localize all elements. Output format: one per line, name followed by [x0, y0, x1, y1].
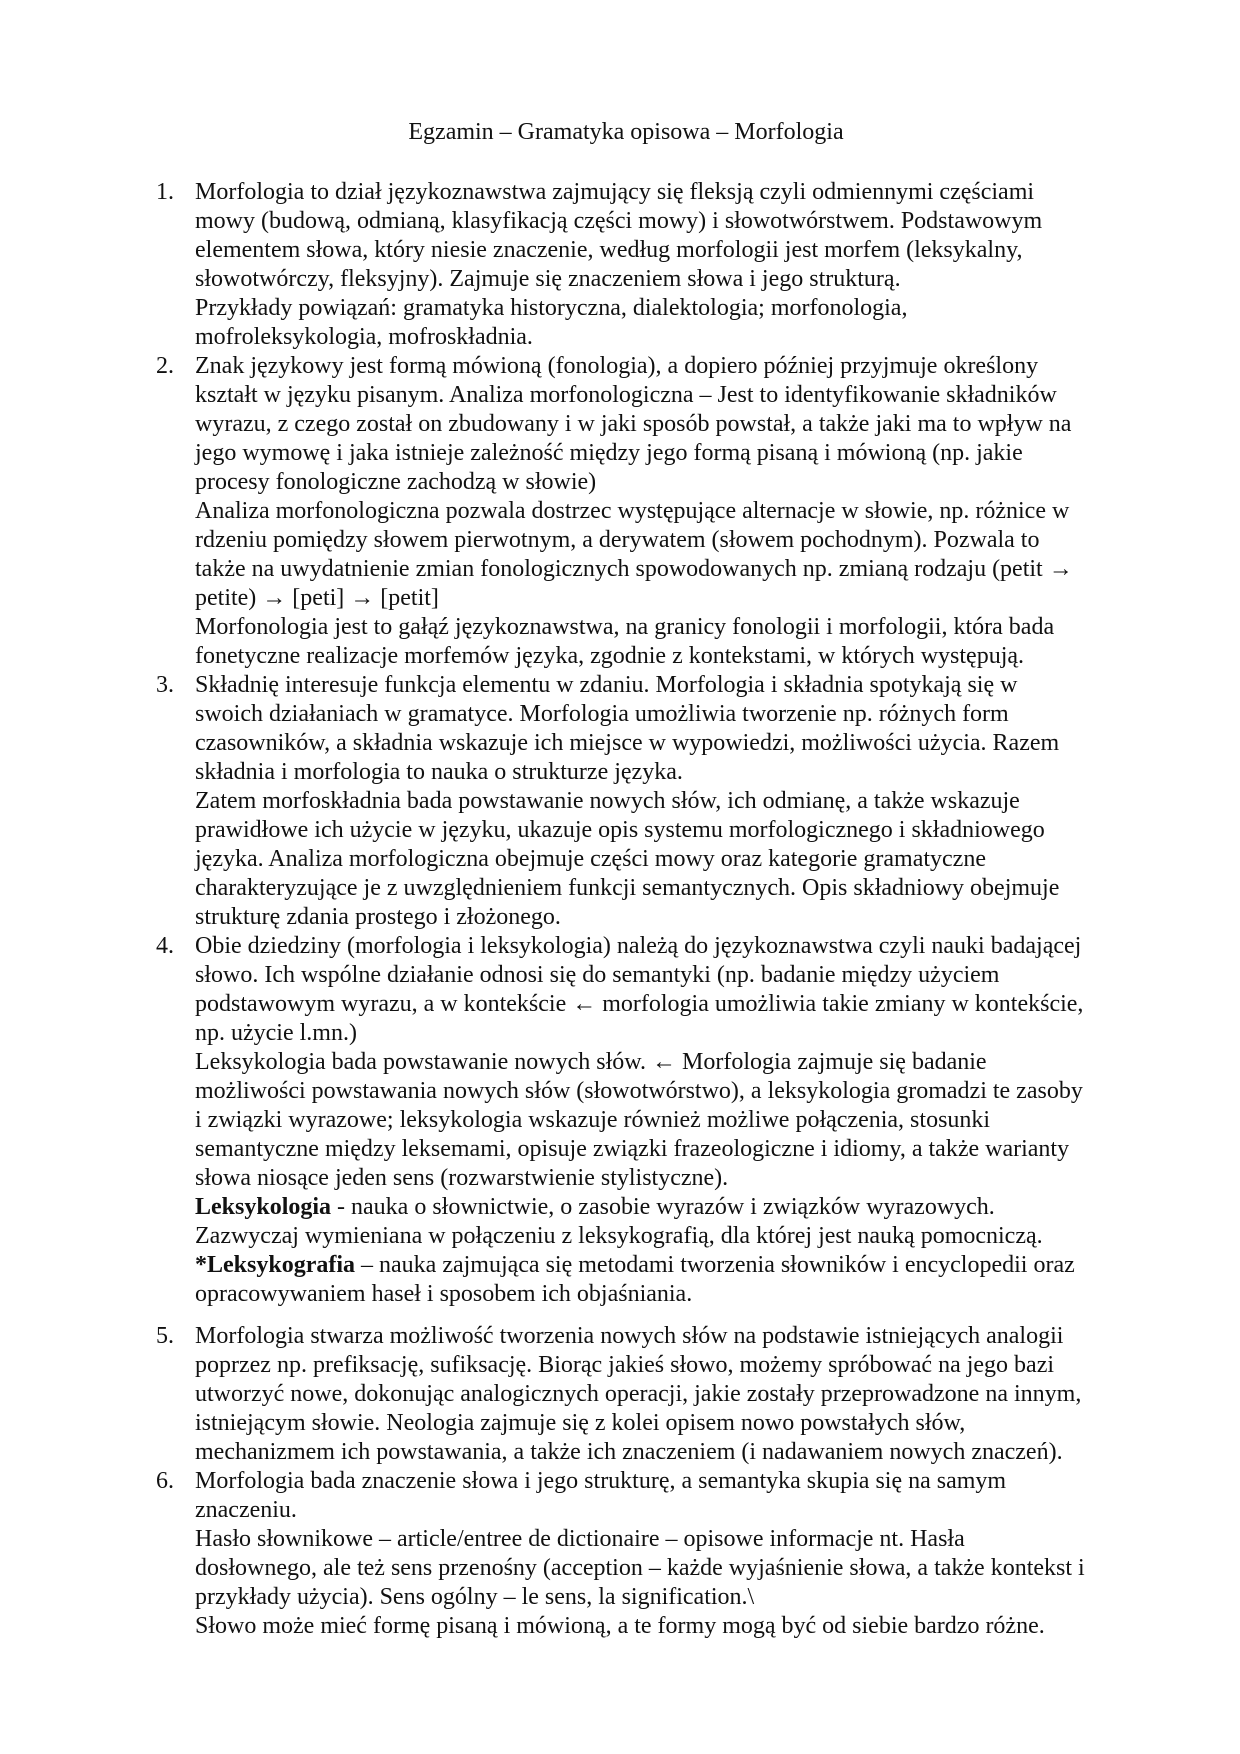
- list-item-number: 6.: [156, 1468, 174, 1494]
- text-line: petite) → [peti] → [petit]: [195, 585, 439, 611]
- text-line: strukturę zdania prostego i złożonego.: [195, 904, 561, 930]
- list-item-number: 5.: [156, 1323, 174, 1349]
- text-line: dosłownego, ale też sens przenośny (acception – każde wyjaśnienie słowa, a także kontekst i: [195, 1555, 1085, 1581]
- text-line: Hasło słownikowe – article/entree de dictionaire – opisowe informacje nt. Hasła: [195, 1526, 965, 1552]
- list-item-number: 3.: [156, 672, 174, 698]
- text-line: prawidłowe ich użycie w języku, ukazuje opis systemu morfologicznego i składniowego: [195, 817, 1045, 843]
- text-line: Morfonologia jest to gałąź językoznawstwa, na granicy fonologii i morfologii, która bada: [195, 614, 1055, 640]
- list-item: [0, 1467, 1240, 1641]
- document-title: Egzamin – Gramatyka opisowa – Morfologia: [408, 119, 844, 145]
- text-line: Leksykologia bada powstawanie nowych słów. ← Morfologia zajmuje się badanie: [195, 1049, 987, 1075]
- text-line: mechanizmem ich powstawania, a także ich znaczeniem (i nadawaniem nowych znaczeń).: [195, 1439, 1063, 1465]
- text-line: i związki wyrazowe; leksykologia wskazuje również możliwe połączenia, stosunki: [195, 1107, 991, 1133]
- text-line: słowotwórczy, fleksyjny). Zajmuje się znaczeniem słowa i jego strukturą.: [195, 266, 901, 292]
- paragraph-spacer: [0, 1309, 1240, 1322]
- text-line: możliwości powstawania nowych słów (słowotwórstwo), a leksykologia gromadzi te zasoby: [195, 1078, 1083, 1104]
- text-line: Słowo może mieć formę pisaną i mówioną, a te formy mogą być od siebie bardzo różne.: [195, 1613, 1045, 1639]
- text-line: kształt w języku pisanym. Analiza morfonologiczna – Jest to identyfikowanie składników: [195, 382, 1057, 408]
- list-item-number: 1.: [156, 179, 174, 205]
- text-line: podstawowym wyrazu, a w kontekście ← morfologia umożliwia takie zmiany w kontekście,: [195, 991, 1084, 1017]
- text-line: poprzez np. prefiksację, sufiksację. Biorąc jakieś słowo, możemy spróbować na jego bazi: [195, 1352, 1055, 1378]
- text-line: słowo. Ich wspólne działanie odnosi się do semantyki (np. badanie między użyciem: [195, 962, 1000, 988]
- bold-term: *Leksykografia: [195, 1252, 356, 1278]
- text-line: słowa niosące jeden sens (rozwarstwienie stylistyczne).: [195, 1165, 729, 1191]
- list-item: [0, 1322, 1240, 1467]
- text-line: Obie dziedziny (morfologia i leksykologia) należą do językoznawstwa czyli nauki badającej: [195, 933, 1082, 959]
- bold-term: Leksykologia: [195, 1194, 332, 1220]
- definition-text: - nauka o słownictwie, o zasobie wyrazów i związków wyrazowych.: [331, 1194, 995, 1220]
- text-line: Morfologia stwarza możliwość tworzenia nowych słów na podstawie istniejących analogii: [195, 1323, 1064, 1349]
- list-item: [0, 352, 1240, 671]
- text-line: także na uwydatnienie zmian fonologicznych spowodowanych np. zmianą rodzaju (petit →: [195, 556, 1073, 582]
- list-item-number: 4.: [156, 933, 174, 959]
- text-line: charakteryzujące je z uwzględnieniem funkcji semantycznych. Opis składniowy obejmuje: [195, 875, 1060, 901]
- text-line: mowy (budową, odmianą, klasyfikacją części mowy) i słowotwórstwem. Podstawowym: [195, 208, 1043, 234]
- text-line: utworzyć nowe, dokonując analogicznych operacji, jakie zostały przeprowadzone na innym,: [195, 1381, 1082, 1407]
- text-line: fonetyczne realizacje morfemów języka, zgodnie z kontekstami, w których występują.: [195, 643, 1025, 669]
- text-line: Znak językowy jest formą mówioną (fonologia), a dopiero później przyjmuje określony: [195, 353, 1039, 379]
- text-line: opracowywaniem haseł i sposobem ich objaśniania.: [195, 1281, 693, 1307]
- text-line: jego wymowę i jaka istnieje zależność między jego formą pisaną i mówioną (np. jakie: [195, 440, 1023, 466]
- list-item: [0, 178, 1240, 352]
- text-line: wyrazu, z czego został on zbudowany i w jaki sposób powstał, a także jaki ma to wpływ na: [195, 411, 1072, 437]
- text-line: procesy fonologiczne zachodzą w słowie): [195, 469, 597, 495]
- text-line: Składnię interesuje funkcja elementu w zdaniu. Morfologia i składnia spotykają się w: [195, 672, 1018, 698]
- definition-text: – nauka zajmująca się metodami tworzenia słowników i encyclopedii oraz: [355, 1252, 1075, 1278]
- text-line: Morfologia bada znaczenie słowa i jego strukturę, a semantyka skupia się na samym: [195, 1468, 1007, 1494]
- text-line: semantyczne między leksemami, opisuje związki frazeologiczne i idiomy, a także warianty: [195, 1136, 1070, 1162]
- text-line: przykłady użycia). Sens ogólny – le sens, la signification.\: [195, 1584, 755, 1610]
- text-line: [195, 1251, 1240, 1280]
- text-line: rdzeniu pomiędzy słowem pierwotnym, a derywatem (słowem pochodnym). Pozwala to: [195, 527, 1040, 553]
- list-item: [0, 671, 1240, 932]
- text-line: składnia i morfologia to nauka o strukturze języka.: [195, 759, 683, 785]
- text-line: Zazwyczaj wymieniana w połączeniu z leksykografią, dla której jest nauką pomocniczą.: [195, 1223, 1043, 1249]
- text-line: np. użycie l.mn.): [195, 1020, 357, 1046]
- text-line: [195, 1193, 1240, 1222]
- text-line: języka. Analiza morfologiczna obejmuje części mowy oraz kategorie gramatyczne: [195, 846, 986, 872]
- text-line: Przykłady powiązań: gramatyka historyczna, dialektologia; morfonologia,: [195, 295, 908, 321]
- text-line: mofroleksykologia, mofroskładnia.: [195, 324, 533, 350]
- text-line: Zatem morfoskładnia bada powstawanie nowych słów, ich odmianę, a także wskazuje: [195, 788, 1020, 814]
- numbered-list: [0, 178, 1240, 1641]
- text-line: znaczeniu.: [195, 1497, 297, 1523]
- text-line: czasowników, a składnia wskazuje ich miejsce w wypowiedzi, możliwości użycia. Razem: [195, 730, 1060, 756]
- list-item-number: 2.: [156, 353, 174, 379]
- text-line: Morfologia to dział językoznawstwa zajmujący się fleksją czyli odmiennymi częściami: [195, 179, 1035, 205]
- text-line: swoich działaniach w gramatyce. Morfologia umożliwia tworzenie np. różnych form: [195, 701, 1009, 727]
- text-line: Analiza morfonologiczna pozwala dostrzec występujące alternacje w słowie, np. różnice w: [195, 498, 1070, 524]
- text-line: istniejącym słowie. Neologia zajmuje się z kolei opisem nowo powstałych słów,: [195, 1410, 966, 1436]
- text-line: elementem słowa, który niesie znaczenie, według morfologii jest morfem (leksykalny,: [195, 237, 1023, 263]
- list-item: [0, 932, 1240, 1309]
